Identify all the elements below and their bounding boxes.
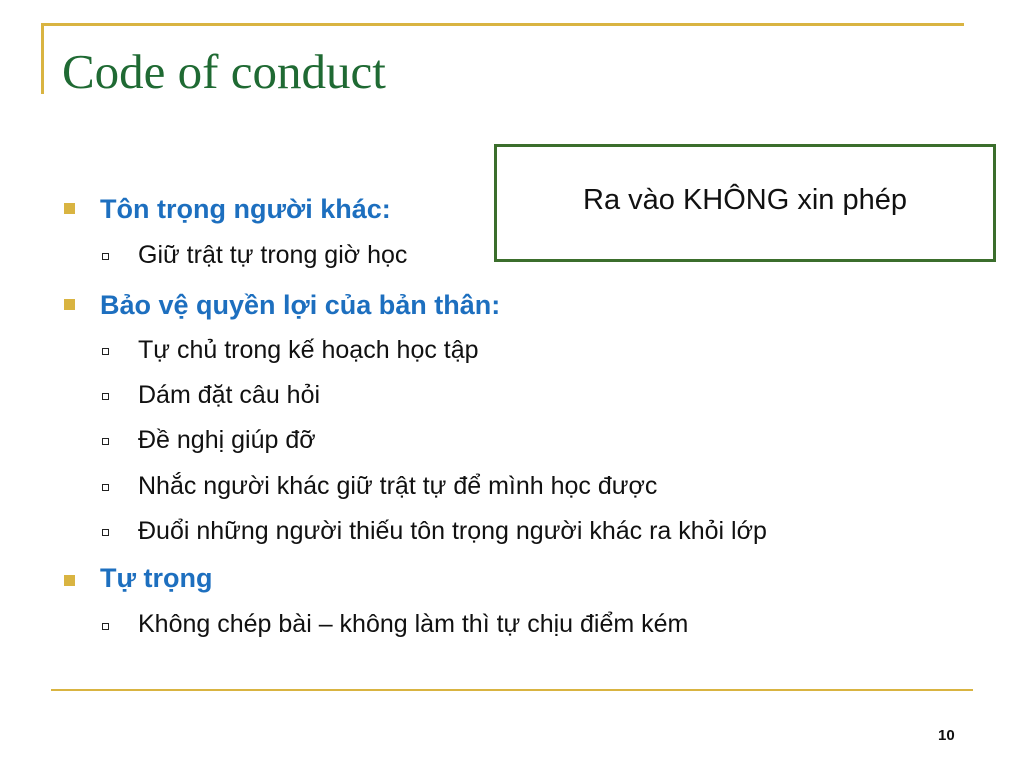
hollow-square-bullet-icon (102, 484, 109, 491)
bullet-heading: Tự trọng (100, 563, 213, 593)
bullet-item: Không chép bài – không làm thì tự chịu điểm kém (138, 610, 689, 638)
bullet-item: Đuổi những người thiếu tôn trọng người khác ra khỏi lớp (138, 517, 767, 545)
page-number: 10 (938, 727, 955, 744)
bullet-heading: Bảo vệ quyền lợi của bản thân: (100, 290, 501, 320)
bullet-item: Dám đặt câu hỏi (138, 381, 321, 409)
hollow-square-bullet-icon (102, 438, 109, 445)
hollow-square-bullet-icon (102, 529, 109, 536)
square-bullet-icon (64, 203, 75, 214)
square-bullet-icon (64, 299, 75, 310)
bullet-item: Đề nghị giúp đỡ (138, 426, 316, 454)
hollow-square-bullet-icon (102, 253, 109, 260)
callout-text: Ra vào KHÔNG xin phép (583, 183, 907, 216)
bullet-item: Giữ trật tự trong giờ học (138, 241, 408, 269)
square-bullet-icon (64, 575, 75, 586)
hollow-square-bullet-icon (102, 348, 109, 355)
bullet-heading: Tôn trọng người khác: (100, 194, 391, 224)
hollow-square-bullet-icon (102, 623, 109, 630)
hollow-square-bullet-icon (102, 393, 109, 400)
footer-rule (51, 689, 973, 691)
callout-box (494, 144, 996, 262)
bullet-item: Nhắc người khác giữ trật tự để mình học được (138, 472, 658, 500)
slide-title: Code of conduct (62, 44, 386, 99)
bullet-item: Tự chủ trong kế hoạch học tập (138, 336, 479, 364)
